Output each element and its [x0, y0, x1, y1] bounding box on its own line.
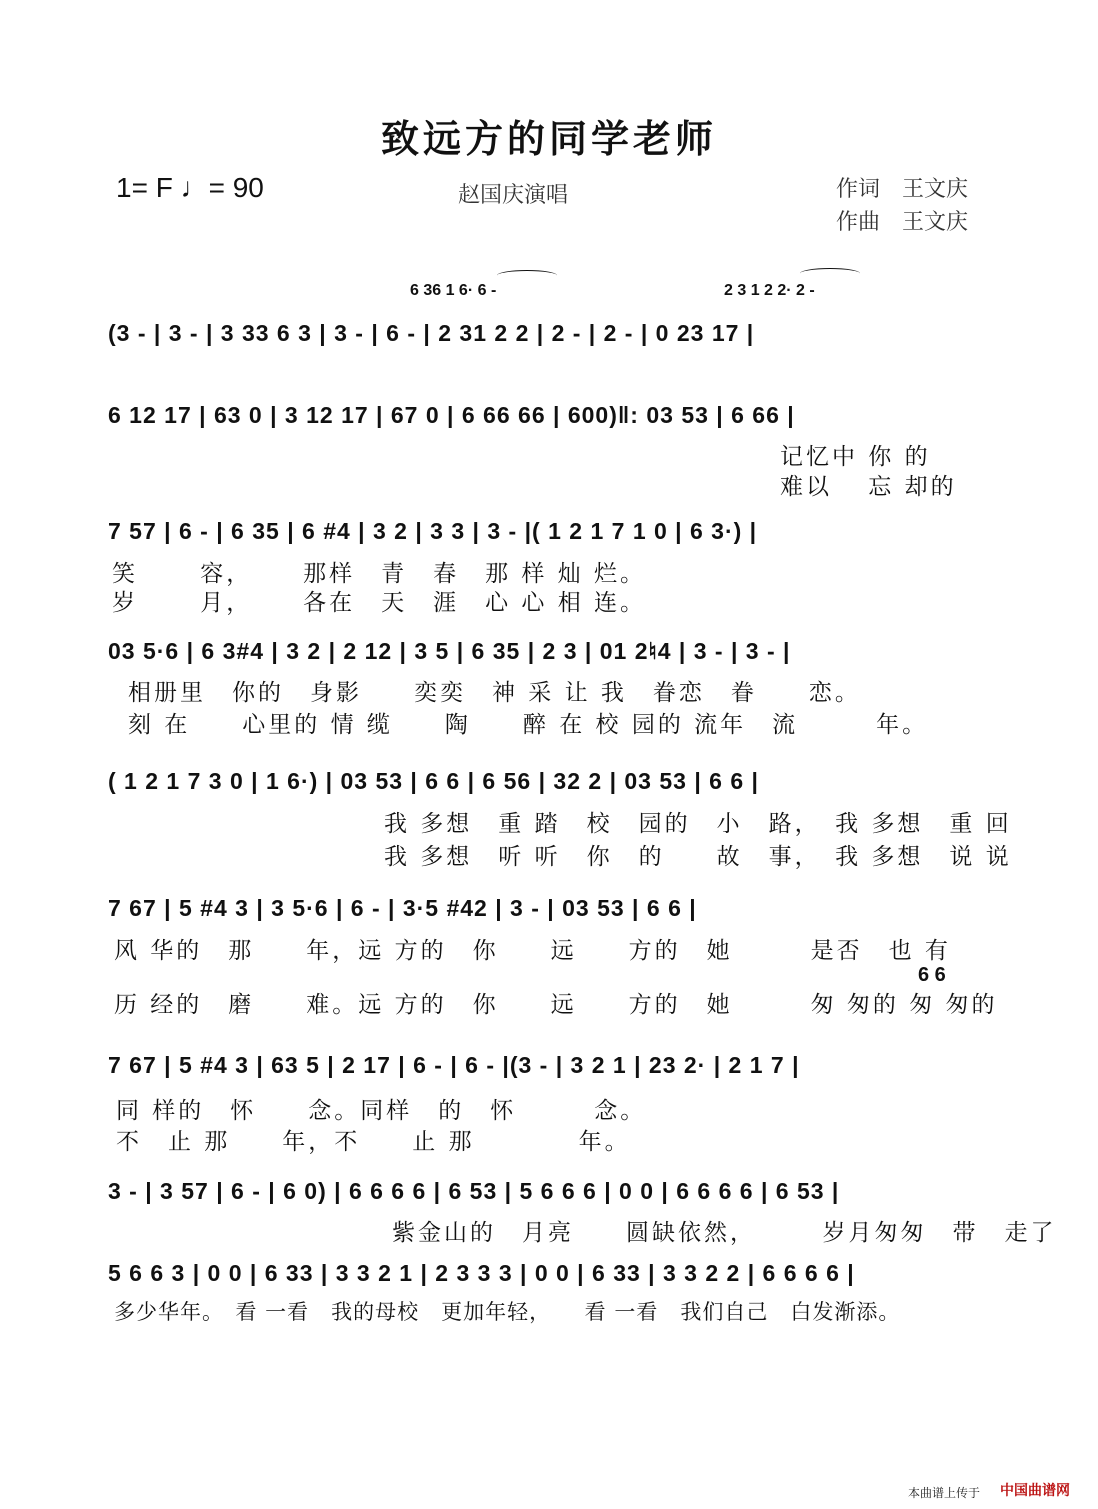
- system-4-notes: 03 5·6 | 6 3#4 | 3 2 | 2 12 | 3 5 | 6 35 | 2 3 | 01 2♮4 | 3 - | 3 - |: [108, 638, 791, 664]
- slur-mark: [800, 268, 860, 279]
- system-5-lyric-2: 我 多想 听 听 你 的 故 事， 我 多想 说 说: [384, 844, 1012, 870]
- grace-notes-a: 6 36 1 6· 6 -: [410, 282, 497, 299]
- system-7-notes: 7 67 | 5 #4 3 | 63 5 | 2 17 | 6 - | 6 - |(3 - | 3 2 1 | 23 2· | 2 1 7 |: [108, 1052, 800, 1078]
- key-tempo: 1= F ♩= 90: [116, 172, 264, 203]
- system-6-lyric-2: 历 经的 磨 难。远 方的 你 远 方的 她 匆 匆的 匆 匆的: [114, 992, 998, 1018]
- system-3-lyric-1: 笑 容， 那样 青 春 那 样 灿 烂。: [112, 561, 647, 587]
- system-2-lyric-2: 难以 忘 却的: [780, 474, 957, 500]
- system-4-lyric-1: 相册里 你的 身影 奕奕 神 采 让 我 眷恋 眷 恋。: [128, 680, 861, 706]
- system-6-lyric-1: 风 华的 那 年，远 方的 你 远 方的 她 是否 也 有: [114, 938, 951, 964]
- page-title: 致远方的同学老师: [380, 116, 717, 161]
- system-7-lyric-2: 不 止 那 年，不 止 那 年。: [116, 1129, 631, 1155]
- extra-notes-mark: 6 6: [918, 964, 946, 986]
- lyricist-credit: 作词 王文庆: [836, 177, 969, 202]
- footer-upload-text: 本曲谱上传于: [908, 1486, 981, 1500]
- system-3-lyric-2: 岁 月， 各在 天 涯 心 心 相 连。: [112, 590, 647, 616]
- system-4-lyric-2: 刻 在 心里的 情 缆 陶 醉 在 校 园的 流年 流 年。: [128, 712, 929, 738]
- system-6-notes: 7 67 | 5 #4 3 | 3 5·6 | 6 - | 3·5 #42 | 3 - | 03 53 | 6 6 |: [108, 895, 697, 921]
- system-8-lyric-1: 紫金山的 月亮 圆缺依然， 岁月匆匆 带 走了: [392, 1220, 1057, 1246]
- performer: 赵国庆演唱: [458, 183, 569, 208]
- system-9-lyric-1: 多少华年。 看 一看 我的母校 更加年轻， 看 一看 我们自己 白发渐添。: [114, 1300, 901, 1324]
- slur-mark: [497, 270, 557, 281]
- composer-credit: 作曲 王文庆: [836, 210, 969, 235]
- system-3-notes: 7 57 | 6 - | 6 35 | 6 #4 | 3 2 | 3 3 | 3 - |( 1 2 1 7 1 0 | 6 3·) |: [108, 518, 758, 544]
- system-9-notes: 5 6 6 3 | 0 0 | 6 33 | 3 3 2 1 | 2 3 3 3 | 0 0 | 6 33 | 3 3 2 2 | 6 6 6 6 |: [108, 1260, 855, 1286]
- system-7-lyric-1: 同 样的 怀 念。同样 的 怀 念。: [116, 1098, 647, 1124]
- system-5-notes: ( 1 2 1 7 3 0 | 1 6·) | 03 53 | 6 6 | 6 56 | 32 2 | 03 53 | 6 6 |: [108, 768, 759, 794]
- system-1-notes: (3 - | 3 - | 3 33 6 3 | 3 - | 6 - | 2 31 2 2 | 2 - | 2 - | 0 23 17 |: [108, 320, 755, 346]
- system-5-lyric-1: 我 多想 重 踏 校 园的 小 路， 我 多想 重 回: [384, 811, 1012, 837]
- system-8-notes: 3 - | 3 57 | 6 - | 6 0) | 6 6 6 6 | 6 53 | 5 6 6 6 | 0 0 | 6 6 6 6 | 6 53 |: [108, 1178, 840, 1204]
- system-2-lyric-1: 记忆中 你 的: [780, 444, 931, 470]
- site-logo: 中国曲谱网: [1000, 1483, 1070, 1499]
- system-2-notes: 6 12 17 | 63 0 | 3 12 17 | 67 0 | 6 66 66 | 600)‖: 03 53 | 6 66 |: [108, 402, 795, 428]
- grace-notes-b: 2 3 1 2 2· 2 -: [724, 282, 815, 299]
